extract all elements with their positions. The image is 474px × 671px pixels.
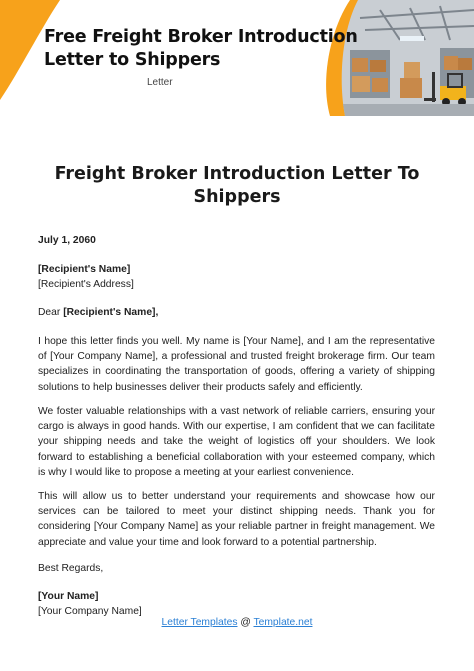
paragraph-3: This will allow us to better understand your requirements and showcase how our services can be tailored to meet your distinct shipping needs. Thank you for considering [Your Company Name] as your reliable partner in freight management. We appreciate and value your time and look forward to a potential partnership.	[38, 491, 435, 548]
salutation-prefix: Dear	[38, 307, 64, 318]
banner-title-line1: Free Freight Broker Introduction	[44, 27, 358, 47]
signature-block	[38, 589, 435, 619]
footer	[0, 617, 474, 628]
paragraph-2: We foster valuable relationships with a vast network of reliable carriers, ensuring your cargo is always in good hands. With our expertise, I am confident that we can facilitate your shipping needs and take the weight of logistics off your shoulders. We look forward to establishing a beneficial collaboration with your esteemed company, which is why I would like to propose a meeting at your earliest convenience.	[38, 406, 435, 478]
paragraph-1: I hope this letter finds you well. My name is [Your Name], and I am the representative of [Your Company Name], a professional and trusted freight brokerage firm. Our team specializes in coordinating the transportation of goods, offering a variety of shipping solutions to help businesses deliver their products safely and efficiently.	[38, 336, 435, 393]
sender-name: [Your Name]	[38, 591, 99, 602]
letter-title-line1: Freight Broker Introduction Letter To	[54, 164, 420, 184]
footer-separator: @	[237, 617, 254, 628]
closing: Best Regards,	[38, 563, 104, 574]
warehouse-floor	[343, 104, 474, 116]
letter-date: July 1, 2060	[38, 235, 96, 246]
recipient-name: [Recipient's Name]	[38, 264, 131, 275]
salutation-name: [Recipient's Name],	[63, 307, 159, 318]
letter-title	[40, 163, 434, 209]
sender-company: [Your Company Name]	[38, 606, 142, 618]
letter-templates-link[interactable]: Letter Templates	[161, 617, 238, 628]
banner-title	[44, 26, 404, 72]
salutation	[38, 305, 435, 320]
recipient-address: [Recipient's Address]	[38, 279, 134, 291]
header-banner	[0, 0, 474, 116]
letter-title-line2: Shippers	[193, 187, 281, 207]
recipient-block	[38, 262, 435, 292]
banner-title-line2: Letter to Shippers	[44, 50, 221, 70]
banner-category: Letter	[147, 77, 173, 88]
template-net-link[interactable]: Template.net	[253, 617, 313, 628]
